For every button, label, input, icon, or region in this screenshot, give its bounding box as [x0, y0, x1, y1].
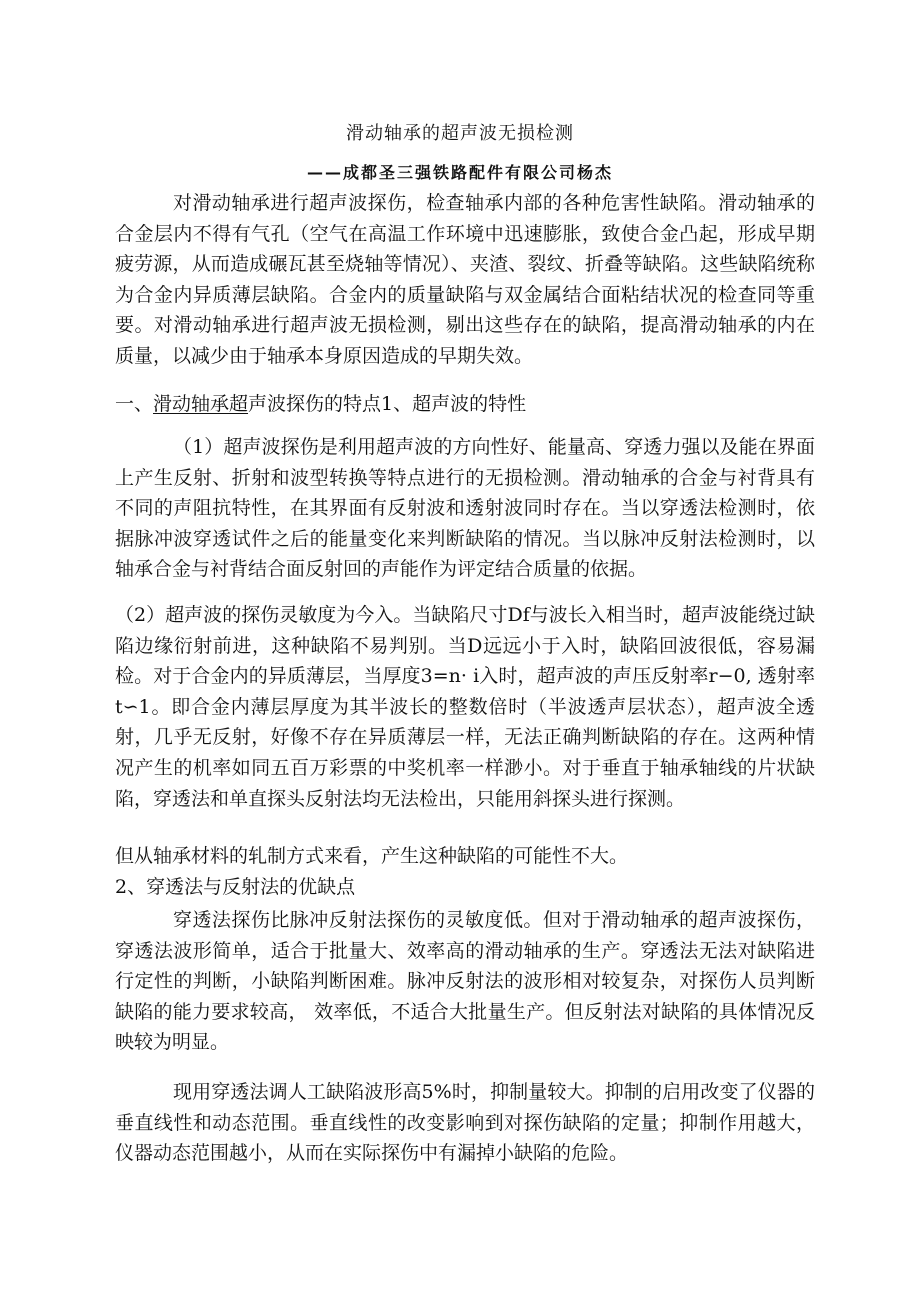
section1-rest: 声波探伤的特点1、超声波的特性 [248, 393, 527, 415]
document-title: 滑动轴承的超声波无损检测 [346, 123, 574, 144]
section1-prefix: 一、 [115, 393, 154, 415]
intro-paragraph: 对滑动轴承进行超声波探伤，检查轴承内部的各种危害性缺陷。滑动轴承的合金层内不得有气孔（空气在高温工作环境中迅速膨胀，致使合金凸起，形成早期疲劳源，从而造成碾瓦甚至烧轴等情况）、夹渣、裂纹、折叠等缺陷。这些缺陷统称为合金内异质薄层缺陷。合金内的质量缺陷与双金属结合面粘结状况的检查同等重要。对滑动轴承进行超声波无损检测，剔出这些存在的缺陷，提高滑动轴承的内在质量，以减少由于轴承本身原因造成的早期失效。 [115, 192, 815, 367]
section1-underlined: 滑动轴承超 [153, 393, 249, 415]
section2-heading: 2、穿透法与反射法的优缺点 [115, 876, 356, 898]
paragraph-2: （2）超声波的探伤灵敏度为今入。当缺陷尺寸Df与波长入相当时，超声波能绕过缺陷边缘衍射前进，这种缺陷不易判别。当D远远小于入时，缺陷回波很低，容易漏检。对于合金内的异质薄层，当厚度3=n· i入时，超声波的声压反射率r−0, 透射率t∽1。即合金内薄层厚度为其半波长的整数倍时（半波透声层状态），超声波全透射，几乎无反射，好像不存在异质薄层一样，无法正确判断缺陷的存在。这两种情况产生的机率如同五百万彩票的中奖机率一样渺小。对于垂直于轴承轴线的片状缺陷，穿透法和单直探头反射法均无法检出，只能用斜探头进行探测。 [115, 604, 815, 810]
paragraph-4: 现用穿透法调人工缺陷波形高5%时，抑制量较大。抑制的启用改变了仪器的垂直线性和动态范围。垂直线性的改变影响到对探伤缺陷的定量；抑制作用越大，仪器动态范围越小，从而在实际探伤中有漏掉小缺陷的危险。 [115, 1081, 815, 1165]
paragraph-1: （1）超声波探伤是利用超声波的方向性好、能量高、穿透力强以及能在界面上产生反射、折射和波型转换等特点进行的无损检测。滑动轴承的合金与衬背具有不同的声阻抗特性，在其界面有反射波和透射波同时存在。当以穿透法检测时，依据脉冲波穿透试件之后的能量变化来判断缺陷的情况。当以脉冲反射法检测时，以轴承合金与衬背结合面反射回的声能作为评定结合质量的依据。 [115, 436, 815, 581]
paragraph-3: 穿透法探伤比脉冲反射法探伤的灵敏度低。但对于滑动轴承的超声波探伤，穿透法波形简单，适合于批量大、效率高的滑动轴承的生产。穿透法无法对缺陷进行定性的判断，小缺陷判断困难。脉冲反射法的波形相对较复杂，对探伤人员判断缺陷的能力要求较高， 效率低，不适合大批量生产。但反射法对缺陷的具体情况反映较为明显。 [115, 909, 815, 1054]
document-subtitle: ——成都圣三强铁路配件有限公司杨杰 [306, 163, 613, 182]
section1-heading [115, 389, 526, 419]
paragraph-2-tail: 但从轴承材料的轧制方式来看，产生这种缺陷的可能性不大。 [115, 845, 629, 867]
